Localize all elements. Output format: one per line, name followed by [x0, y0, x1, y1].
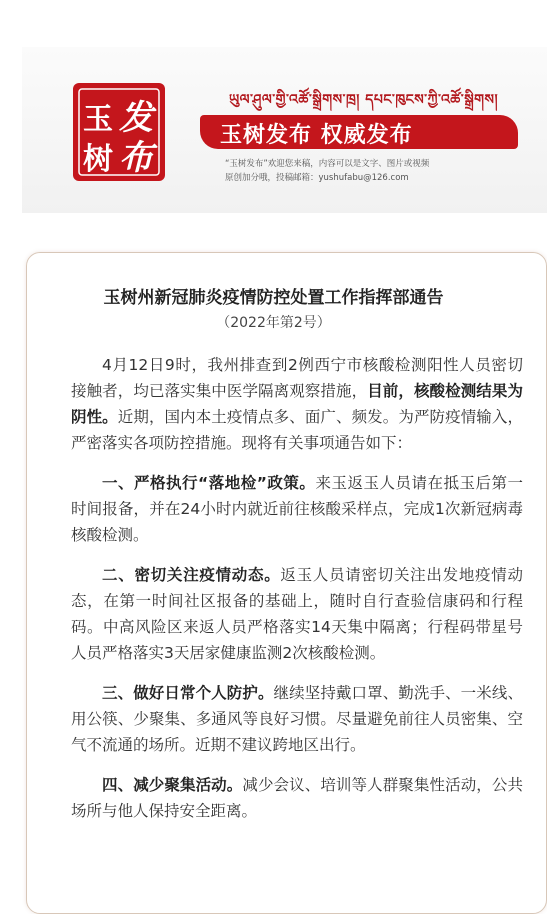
seal-char: 布: [119, 138, 153, 178]
article-subtitle: （2022年第2号）: [216, 315, 331, 331]
notice-heading: 一、严格执行“落地检”政策。: [102, 474, 316, 492]
info-line: “玉树发布”欢迎您来稿，内容可以是文字、图片或视频: [225, 159, 430, 169]
yushu-seal-logo: [69, 77, 169, 187]
notice-text: 来玉返玉人员请在抵玉后第一时间报备，并在24小时内就近前往核酸采样点，完成1次新冠病毒核酸检测。: [71, 474, 523, 544]
header-banner: [22, 47, 547, 213]
slogan-bar: [200, 115, 518, 149]
notice-heading: 四、减少聚集活动。: [102, 776, 243, 794]
slogan-text: 玉树发布 权威发布: [220, 123, 413, 148]
notice-heading: 三、做好日常个人防护。: [102, 684, 274, 702]
tibetan-slogan: ཡུལ་ཤུལ་གྱི་འཚོ་སྒྲིགས་ཁྲ། དཔང་ཁུངས་ཀྱི་འཚོ་སྒྲིགས།: [229, 92, 499, 108]
notice-item: [71, 680, 523, 758]
seal-char: 树: [83, 142, 113, 177]
notice-item: [71, 772, 523, 824]
notice-item: [71, 562, 523, 666]
seal-char: 发: [119, 98, 153, 138]
info-line: 原创加分哦，投稿邮箱：yushufabu@126.com: [225, 173, 409, 183]
notice-text: 返玉人员请密切关注出发地疫情动态，在第一时间社区报备的基础上，随时自行查验信康码和行程码。中高风险区来返人员严格落实14天集中隔离；行程码带星号人员严格落实3天居家健康监测2次核酸检测。: [71, 566, 523, 662]
submission-info: [225, 157, 429, 185]
intro-text: 近期，国内本土疫情点多、面广、频发。为严防疫情输入，严密落实各项防控措施。现将有关事项通告如下：: [71, 408, 523, 452]
notice-item: [71, 470, 523, 548]
intro-paragraph: [71, 352, 523, 456]
article-title: 玉树州新冠肺炎疫情防控处置工作指挥部通告: [103, 288, 444, 308]
intro-text: 4月12日9时，我州排查到2例西宁市核酸检测阳性人员密切接触者，均已落实集中医学隔离观察措施，: [71, 356, 523, 400]
notice-text: 继续坚持戴口罩、勤洗手、一米线、用公筷、少聚集、多通风等良好习惯。尽量避免前往人员密集、空气不流通的场所。近期不建议跨地区出行。: [71, 684, 523, 754]
notice-text: 减少会议、培训等人群聚集性活动，公共场所与他人保持安全距离。: [71, 776, 523, 820]
notice-heading: 二、密切关注疫情动态。: [102, 566, 281, 584]
article-body: [71, 352, 523, 838]
intro-bold-text: 目前，核酸检测结果为阴性。: [71, 382, 523, 426]
seal-char: 玉: [83, 102, 113, 137]
